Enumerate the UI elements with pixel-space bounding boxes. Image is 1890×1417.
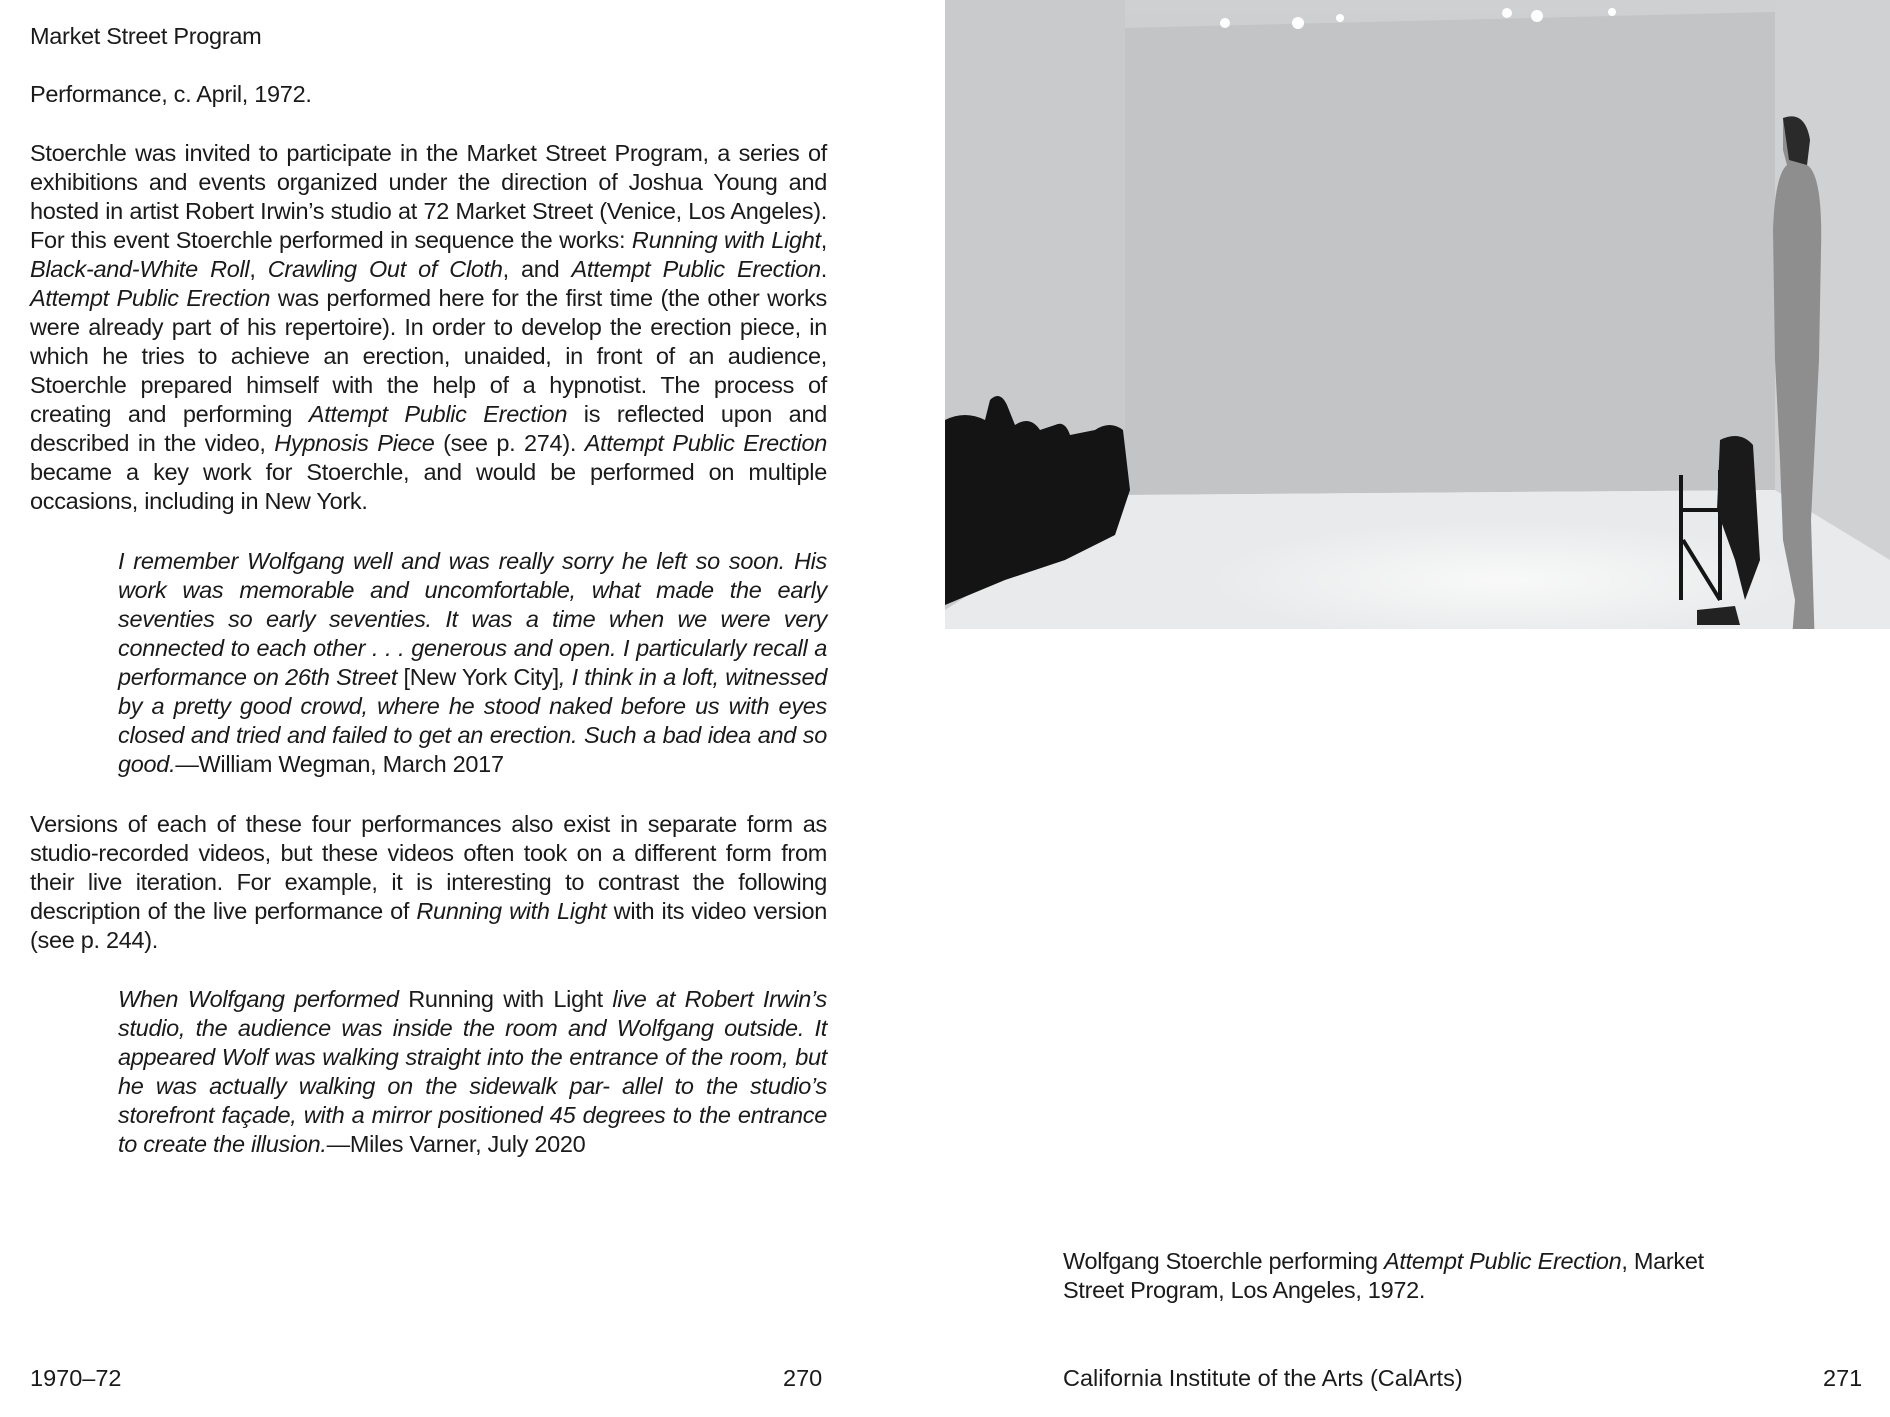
text-segment: Wolfgang Stoerchle performing — [1063, 1248, 1385, 1274]
text-segment: became a key work for Stoerchle, and would be performed on multiple occasions, including in New York. — [30, 459, 827, 514]
photo-illustration — [945, 0, 1890, 629]
italic-text-segment: Running with Light — [416, 898, 607, 924]
text-segment: , — [820, 227, 827, 253]
text-segment: , — [249, 256, 268, 282]
text-segment: with its video version (see p. 244). — [30, 898, 828, 953]
text-segment: —William Wegman, March 2017 — [175, 751, 504, 777]
italic-text-segment: Black-and-White Roll — [30, 256, 250, 282]
text-segment: , Market Street Program, Los Angeles, 1972. — [1063, 1248, 1704, 1303]
text-segment: , and — [502, 256, 572, 282]
italic-text-segment: Hypnosis Piece — [274, 430, 435, 456]
section-title: Market Street Program — [30, 23, 262, 49]
italic-text-segment: Attempt Public Erection — [571, 256, 821, 282]
italic-text-segment: I remember Wolfgang well and was really sorry he left so soon. His work was memorable and uncomfortable, what made the early seventies so early seventies. It was a time when we were very connected to each other . . . generous and open. I particularly recall a performance on 26th Street — [118, 548, 827, 690]
block-quote — [118, 985, 827, 1159]
block-quote — [118, 547, 827, 779]
italic-text-segment: When Wolfgang performed — [118, 986, 409, 1012]
italic-text-segment: Crawling Out of Cloth — [267, 256, 503, 282]
back-wall — [1125, 12, 1775, 495]
text-segment: —Miles Varner, July 2020 — [326, 1131, 586, 1157]
text-segment: Stoerchle was invited to participate in the Market Street Program, a series of exhibitions and events organized under the direction of Joshua Young and hosted in artist Robert Irwin’s studio at 72 Market Street (Venice, Los Angeles). For this event Stoerchle performed in sequence the works: — [30, 140, 827, 253]
photo-caption — [1063, 1247, 1743, 1305]
text-segment: was performed here for the first time (the other works were already part of his repertoire). In order to develop the erection piece, in which he tries to achieve an erection, unaided, in front of an audience, Stoerchle prepared himself with the help of a hypnotist. The process of creating and performing — [30, 285, 827, 427]
italic-text-segment: Attempt Public Erection — [584, 430, 828, 456]
italic-text-segment: , I think in a loft, witnessed by a pretty good crowd, where he stood naked before us with eyes closed and tried and failed to get an erection. Such a bad idea and so good. — [118, 664, 827, 777]
footer-running-head-left: 1970–72 — [30, 1365, 122, 1391]
text-segment: Versions of each of these four performances also exist in separate form as studio-recorded videos, but these videos often took on a different form from their live iteration. For example, it is interesting to contrast the following description of the live performance of — [30, 811, 827, 924]
footer-running-head-right: California Institute of the Arts (CalArts) — [1063, 1365, 1463, 1391]
body-paragraph — [30, 810, 827, 955]
italic-text-segment: Running with Light — [631, 227, 821, 253]
text-segment: is reflected upon and described in the video, — [30, 401, 827, 456]
text-segment: Running with Light — [408, 986, 603, 1012]
text-segment: . — [820, 256, 827, 282]
italic-text-segment: live at Robert Irwin’s studio, the audience was inside the room and Wolfgang outside. It appeared Wolf was walking straight into the entrance of the room, but he was actually walking on the sidewalk par- allel to the studio’s storefront façade, with a mirror positioned 45 degrees to the entrance to create the illusion. — [118, 986, 827, 1157]
italic-text-segment: Attempt Public Erection — [30, 285, 271, 311]
body-paragraph — [30, 139, 827, 516]
section-subtitle: Performance, c. April, 1972. — [30, 81, 312, 107]
italic-text-segment: Attempt Public Erection — [1384, 1248, 1622, 1274]
page-number-left: 270 — [783, 1365, 823, 1391]
performance-photograph — [945, 0, 1890, 629]
text-segment: (see p. 274). — [434, 430, 585, 456]
italic-text-segment: Attempt Public Erection — [308, 401, 568, 427]
page-number-right: 271 — [1823, 1365, 1863, 1391]
text-segment: [New York City] — [403, 664, 559, 690]
